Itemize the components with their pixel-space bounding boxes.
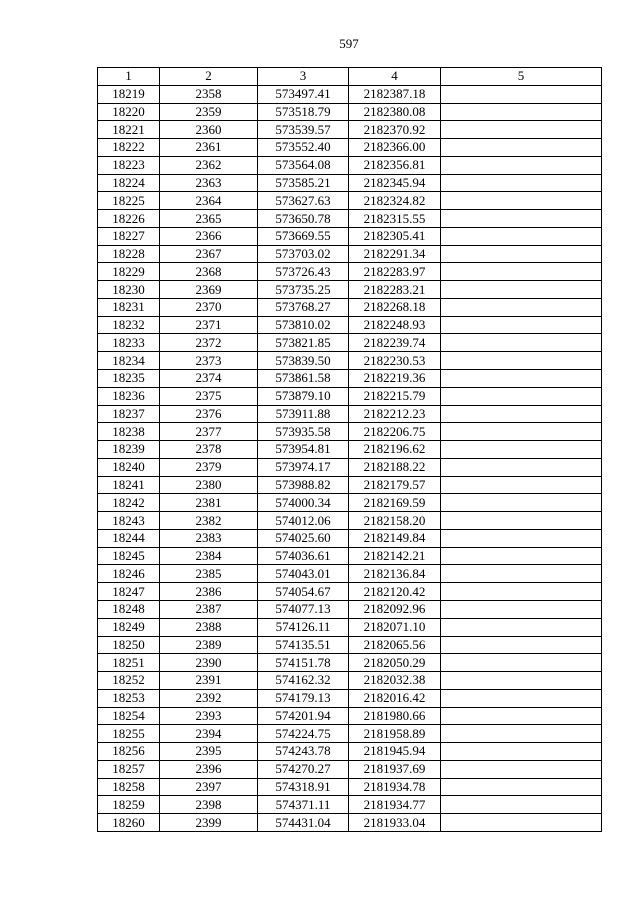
table-cell: 573911.88: [258, 405, 349, 423]
table-cell: 574270.27: [258, 760, 349, 778]
table-row: [98, 103, 602, 121]
table-cell: 574054.67: [258, 583, 349, 601]
table-cell: [441, 405, 602, 423]
table-cell: 2182268.18: [349, 298, 441, 316]
table-row: [98, 139, 602, 157]
table-cell: [441, 103, 602, 121]
table-cell: 573726.43: [258, 263, 349, 281]
table-cell: 573810.02: [258, 316, 349, 334]
table-cell: 18224: [98, 174, 160, 192]
table-cell: 2397: [160, 778, 258, 796]
table-cell: 18260: [98, 814, 160, 832]
table-cell: [441, 458, 602, 476]
table-cell: 2387: [160, 600, 258, 618]
table-cell: 2377: [160, 423, 258, 441]
table-cell: 2388: [160, 618, 258, 636]
table-cell: 2359: [160, 103, 258, 121]
table-cell: 18243: [98, 512, 160, 530]
table-cell: 18241: [98, 476, 160, 494]
table-cell: 2398: [160, 796, 258, 814]
table-row: [98, 760, 602, 778]
table-cell: 574201.94: [258, 707, 349, 725]
table-cell: 2181945.94: [349, 743, 441, 761]
table-row: [98, 814, 602, 832]
table-cell: [441, 370, 602, 388]
table-cell: 2372: [160, 334, 258, 352]
table-cell: 574025.60: [258, 529, 349, 547]
table-cell: 18250: [98, 636, 160, 654]
table-cell: 2369: [160, 281, 258, 299]
table-cell: 574000.34: [258, 494, 349, 512]
table-cell: 18244: [98, 529, 160, 547]
table-cell: [441, 814, 602, 832]
table-cell: 18251: [98, 654, 160, 672]
table-cell: 2382: [160, 512, 258, 530]
table-cell: 2182142.21: [349, 547, 441, 565]
table-row: [98, 743, 602, 761]
table-cell: 2182212.23: [349, 405, 441, 423]
table-cell: 18257: [98, 760, 160, 778]
table-cell: [441, 654, 602, 672]
table-row: [98, 263, 602, 281]
table-cell: [441, 494, 602, 512]
table-cell: [441, 210, 602, 228]
table-cell: 2373: [160, 352, 258, 370]
table-cell: 2370: [160, 298, 258, 316]
table-cell: 2383: [160, 529, 258, 547]
table-cell: [441, 636, 602, 654]
table-cell: 18247: [98, 583, 160, 601]
table-cell: 18253: [98, 689, 160, 707]
table-row: [98, 725, 602, 743]
table-cell: 2181937.69: [349, 760, 441, 778]
table-cell: 2182219.36: [349, 370, 441, 388]
table-cell: 573650.78: [258, 210, 349, 228]
table-cell: 2182380.08: [349, 103, 441, 121]
table-cell: 574162.32: [258, 672, 349, 690]
table-cell: 2182016.42: [349, 689, 441, 707]
table-cell: 2182370.92: [349, 121, 441, 139]
table-cell: 18232: [98, 316, 160, 334]
table-cell: 2182239.74: [349, 334, 441, 352]
table-cell: [441, 796, 602, 814]
table-cell: 2182179.57: [349, 476, 441, 494]
table-row: [98, 529, 602, 547]
table-cell: 18233: [98, 334, 160, 352]
table-cell: 2182092.96: [349, 600, 441, 618]
table-cell: 2181958.89: [349, 725, 441, 743]
table-cell: [441, 476, 602, 494]
table-cell: 573821.85: [258, 334, 349, 352]
coordinates-table: [97, 67, 602, 832]
table-cell: 573564.08: [258, 156, 349, 174]
table-cell: [441, 707, 602, 725]
table-cell: 573518.79: [258, 103, 349, 121]
table-cell: [441, 352, 602, 370]
table-cell: 2181934.77: [349, 796, 441, 814]
table-cell: 573669.55: [258, 227, 349, 245]
table-row: [98, 370, 602, 388]
table-cell: 574126.11: [258, 618, 349, 636]
table-row: [98, 245, 602, 263]
table-cell: [441, 245, 602, 263]
table-cell: 574179.13: [258, 689, 349, 707]
page-number: 597: [339, 36, 359, 51]
table-cell: 573935.58: [258, 423, 349, 441]
table-row: [98, 600, 602, 618]
table-header-row: [98, 68, 602, 86]
table-row: [98, 423, 602, 441]
table-cell: 18220: [98, 103, 160, 121]
table-cell: 2182305.41: [349, 227, 441, 245]
table-row: [98, 707, 602, 725]
table-cell: [441, 298, 602, 316]
table-cell: 2182188.22: [349, 458, 441, 476]
table-cell: 18245: [98, 547, 160, 565]
column-header: 1: [98, 68, 160, 86]
table-cell: 574431.04: [258, 814, 349, 832]
table-cell: [441, 565, 602, 583]
table-cell: 2393: [160, 707, 258, 725]
table-cell: 2182215.79: [349, 387, 441, 405]
table-cell: 2380: [160, 476, 258, 494]
table-cell: [441, 316, 602, 334]
table-cell: 2361: [160, 139, 258, 157]
table-cell: 2182366.00: [349, 139, 441, 157]
table-row: [98, 512, 602, 530]
table-cell: 2376: [160, 405, 258, 423]
table-row: [98, 654, 602, 672]
table-cell: [441, 778, 602, 796]
table-cell: 2360: [160, 121, 258, 139]
table-cell: [441, 512, 602, 530]
table-cell: [441, 139, 602, 157]
table-cell: 573627.63: [258, 192, 349, 210]
table-cell: [441, 529, 602, 547]
table-row: [98, 174, 602, 192]
table-row: [98, 618, 602, 636]
table-cell: 2182158.20: [349, 512, 441, 530]
table-cell: 574036.61: [258, 547, 349, 565]
table-cell: [441, 600, 602, 618]
table-cell: 2182120.42: [349, 583, 441, 601]
table-cell: 18229: [98, 263, 160, 281]
table-cell: 2181933.04: [349, 814, 441, 832]
table-cell: 18238: [98, 423, 160, 441]
table-cell: 573839.50: [258, 352, 349, 370]
table-cell: 2182196.62: [349, 441, 441, 459]
table-cell: 18246: [98, 565, 160, 583]
table-cell: 573879.10: [258, 387, 349, 405]
table-cell: [441, 227, 602, 245]
column-header: 2: [160, 68, 258, 86]
table-row: [98, 298, 602, 316]
table-cell: [441, 174, 602, 192]
table-row: [98, 547, 602, 565]
table-cell: [441, 281, 602, 299]
table-row: [98, 405, 602, 423]
table-cell: 573735.25: [258, 281, 349, 299]
table-row: [98, 441, 602, 459]
table-cell: 2371: [160, 316, 258, 334]
table-cell: [441, 121, 602, 139]
table-cell: 2182356.81: [349, 156, 441, 174]
table-cell: 574371.11: [258, 796, 349, 814]
table-body: [98, 85, 602, 831]
table-cell: 574077.13: [258, 600, 349, 618]
table-cell: 573539.57: [258, 121, 349, 139]
table-cell: 2181980.66: [349, 707, 441, 725]
table-cell: [441, 156, 602, 174]
table-row: [98, 689, 602, 707]
table-cell: [441, 760, 602, 778]
table-cell: 18230: [98, 281, 160, 299]
table-cell: 2182206.75: [349, 423, 441, 441]
table-cell: 18231: [98, 298, 160, 316]
table-row: [98, 583, 602, 601]
table-cell: 574135.51: [258, 636, 349, 654]
table-cell: 18252: [98, 672, 160, 690]
table-cell: 573552.40: [258, 139, 349, 157]
table-cell: 18235: [98, 370, 160, 388]
table-cell: 2378: [160, 441, 258, 459]
table-cell: 2396: [160, 760, 258, 778]
table-row: [98, 778, 602, 796]
table-cell: [441, 583, 602, 601]
table-cell: 2182169.59: [349, 494, 441, 512]
table-cell: 18237: [98, 405, 160, 423]
table-cell: [441, 547, 602, 565]
table-row: [98, 192, 602, 210]
table-cell: 2362: [160, 156, 258, 174]
table-cell: 18234: [98, 352, 160, 370]
table-cell: 2391: [160, 672, 258, 690]
table-cell: [441, 689, 602, 707]
table-cell: 2392: [160, 689, 258, 707]
table-row: [98, 565, 602, 583]
table-cell: 2368: [160, 263, 258, 281]
table-cell: 2182149.84: [349, 529, 441, 547]
table-cell: 2182230.53: [349, 352, 441, 370]
table-cell: 2182071.10: [349, 618, 441, 636]
table-cell: [441, 334, 602, 352]
table-cell: 2182050.29: [349, 654, 441, 672]
table-cell: 573861.58: [258, 370, 349, 388]
table-cell: 18225: [98, 192, 160, 210]
table-cell: [441, 743, 602, 761]
table-cell: 18240: [98, 458, 160, 476]
table-row: [98, 227, 602, 245]
table-cell: [441, 725, 602, 743]
table-cell: 2182345.94: [349, 174, 441, 192]
table-cell: 18258: [98, 778, 160, 796]
table-cell: 18259: [98, 796, 160, 814]
table-cell: 18239: [98, 441, 160, 459]
table-cell: 2182283.21: [349, 281, 441, 299]
table-cell: 2399: [160, 814, 258, 832]
table-cell: 2182065.56: [349, 636, 441, 654]
table-cell: 573497.41: [258, 85, 349, 103]
table-cell: [441, 672, 602, 690]
table-cell: 2366: [160, 227, 258, 245]
table-cell: 2182291.34: [349, 245, 441, 263]
table-cell: 574318.91: [258, 778, 349, 796]
table-cell: 2182283.97: [349, 263, 441, 281]
table-cell: 2385: [160, 565, 258, 583]
table-row: [98, 387, 602, 405]
table-row: [98, 636, 602, 654]
table-cell: 573988.82: [258, 476, 349, 494]
table-cell: 18249: [98, 618, 160, 636]
table-cell: 2381: [160, 494, 258, 512]
table-cell: 574224.75: [258, 725, 349, 743]
table-row: [98, 156, 602, 174]
table-cell: [441, 423, 602, 441]
table-row: [98, 334, 602, 352]
table-cell: 18248: [98, 600, 160, 618]
table-cell: 574243.78: [258, 743, 349, 761]
table-cell: 18255: [98, 725, 160, 743]
table-cell: 18254: [98, 707, 160, 725]
table-cell: 18228: [98, 245, 160, 263]
table-cell: [441, 441, 602, 459]
table-cell: [441, 618, 602, 636]
table-row: [98, 458, 602, 476]
table-cell: 2375: [160, 387, 258, 405]
table-cell: 18221: [98, 121, 160, 139]
column-header: 4: [349, 68, 441, 86]
table-cell: 573768.27: [258, 298, 349, 316]
table-cell: 18219: [98, 85, 160, 103]
table-cell: 2367: [160, 245, 258, 263]
table-cell: 573585.21: [258, 174, 349, 192]
table-row: [98, 352, 602, 370]
table-cell: 18236: [98, 387, 160, 405]
table-cell: 2395: [160, 743, 258, 761]
table-cell: 2182387.18: [349, 85, 441, 103]
table-row: [98, 796, 602, 814]
table-cell: 2379: [160, 458, 258, 476]
table-cell: 2182324.82: [349, 192, 441, 210]
table-cell: 2182032.38: [349, 672, 441, 690]
table-cell: 2182315.55: [349, 210, 441, 228]
table-cell: 18226: [98, 210, 160, 228]
table-cell: 18256: [98, 743, 160, 761]
table-row: [98, 121, 602, 139]
column-header: 3: [258, 68, 349, 86]
table-cell: 18242: [98, 494, 160, 512]
table-cell: 2390: [160, 654, 258, 672]
table-row: [98, 476, 602, 494]
table-cell: [441, 387, 602, 405]
table-cell: 2363: [160, 174, 258, 192]
table-cell: 2365: [160, 210, 258, 228]
table-cell: 2386: [160, 583, 258, 601]
table-row: [98, 281, 602, 299]
table-cell: 2374: [160, 370, 258, 388]
table-row: [98, 672, 602, 690]
table-cell: 573954.81: [258, 441, 349, 459]
column-header: 5: [441, 68, 602, 86]
table-cell: 18222: [98, 139, 160, 157]
table-cell: [441, 85, 602, 103]
table-cell: 18223: [98, 156, 160, 174]
table-cell: 2389: [160, 636, 258, 654]
table-cell: 574043.01: [258, 565, 349, 583]
table-row: [98, 210, 602, 228]
table-cell: [441, 192, 602, 210]
table-cell: 18227: [98, 227, 160, 245]
table-cell: 2182136.84: [349, 565, 441, 583]
table-cell: 573703.02: [258, 245, 349, 263]
table-cell: 574012.06: [258, 512, 349, 530]
table-cell: 2358: [160, 85, 258, 103]
table-cell: 574151.78: [258, 654, 349, 672]
table-cell: 2364: [160, 192, 258, 210]
table-cell: [441, 263, 602, 281]
table-cell: 573974.17: [258, 458, 349, 476]
table-row: [98, 494, 602, 512]
table-row: [98, 316, 602, 334]
table-cell: 2181934.78: [349, 778, 441, 796]
table-cell: 2384: [160, 547, 258, 565]
table-cell: 2182248.93: [349, 316, 441, 334]
table-cell: 2394: [160, 725, 258, 743]
table-row: [98, 85, 602, 103]
